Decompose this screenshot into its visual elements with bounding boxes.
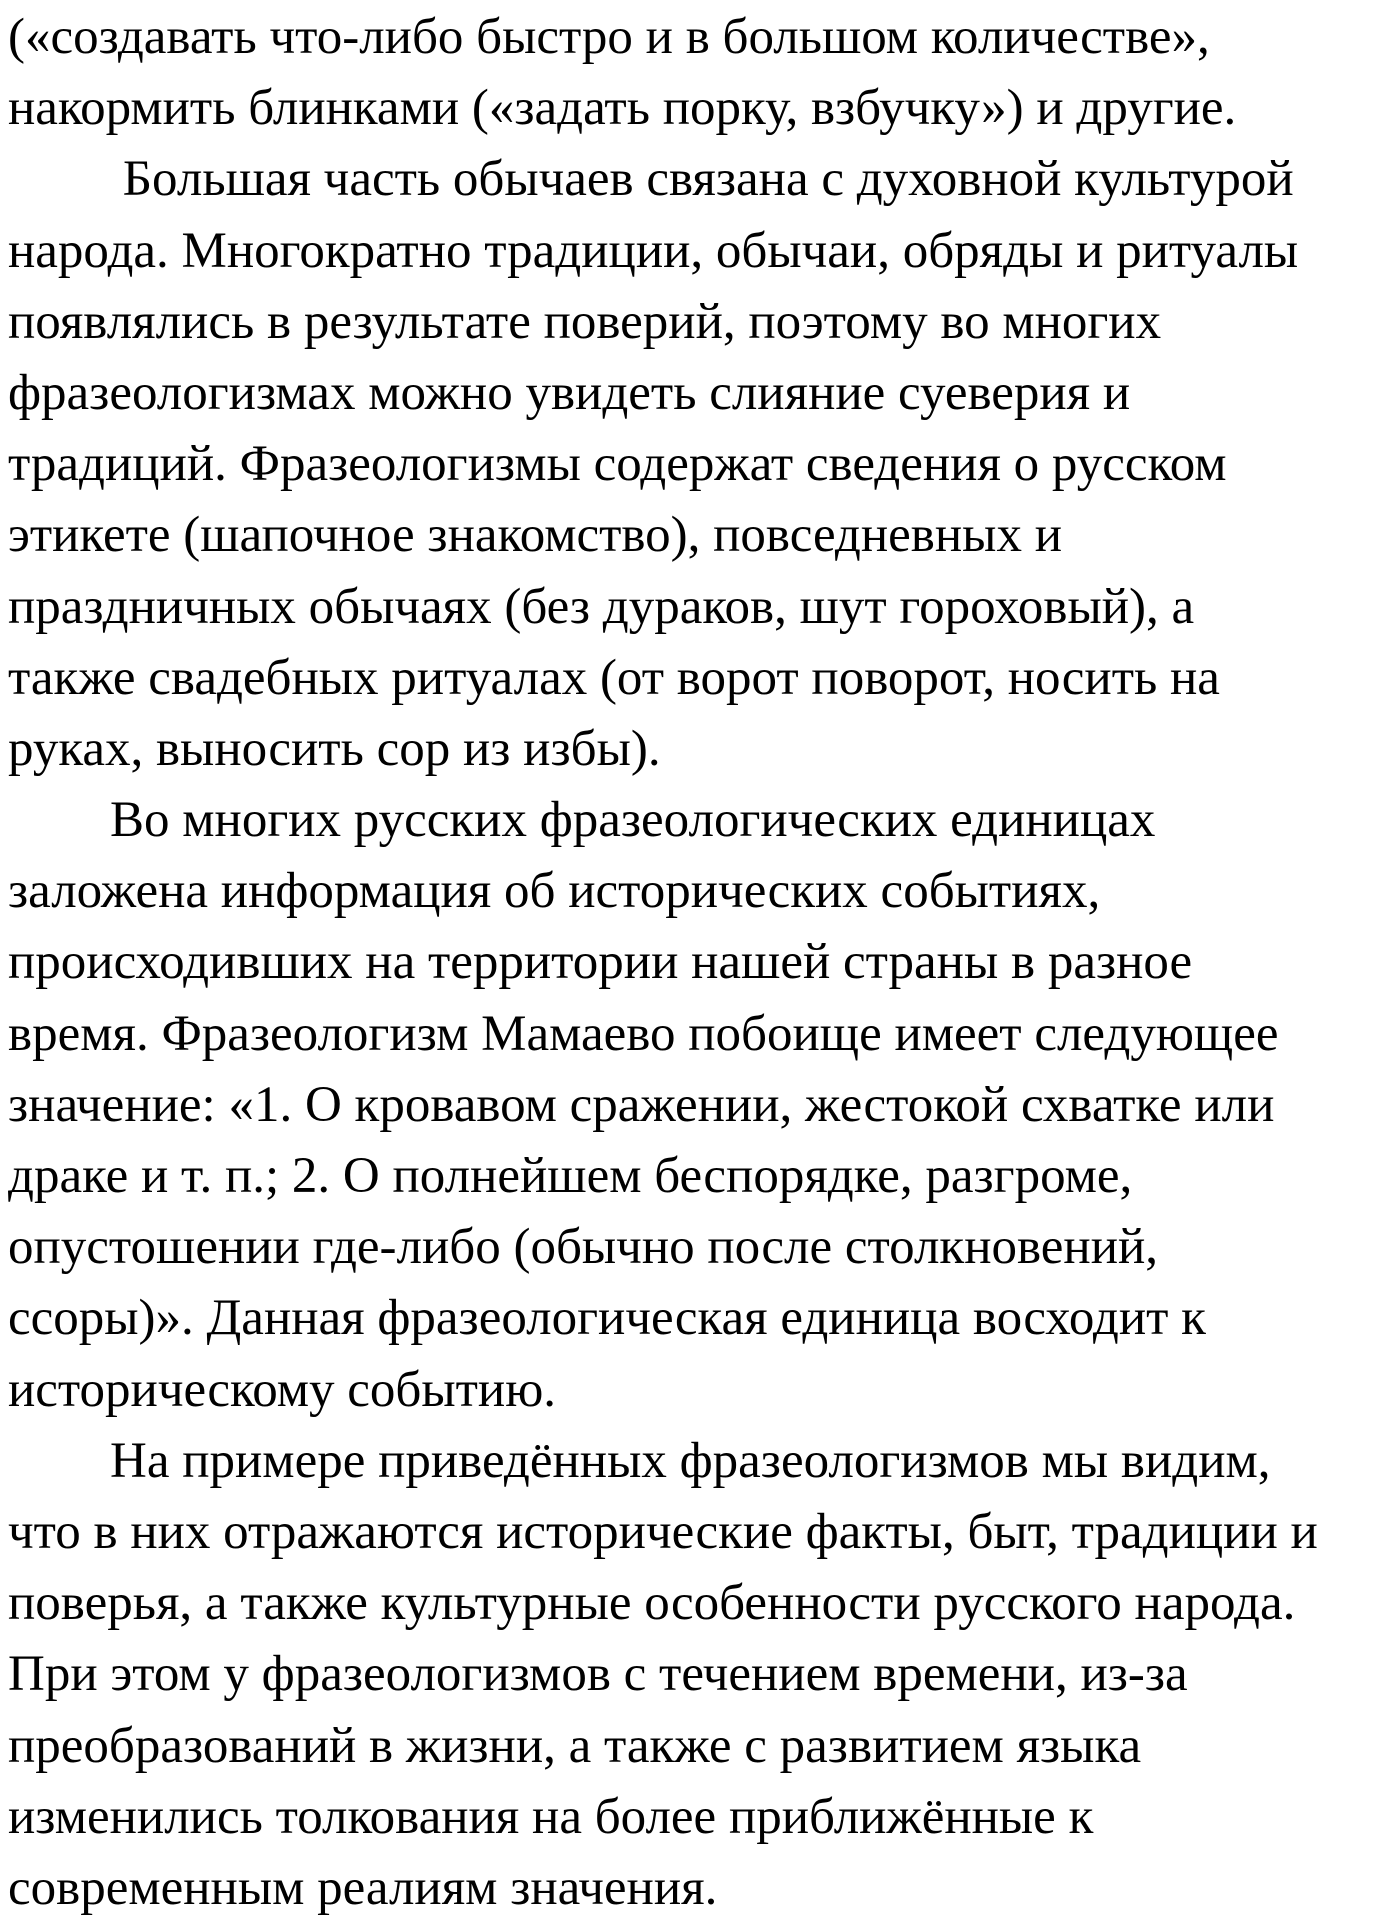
text-line: заложена информация об исторических событиях, (8, 863, 1101, 920)
text-line: поверья, а также культурные особенности русского народа. (8, 1575, 1296, 1632)
text-line: («создавать что-либо быстро и в большом количестве», (8, 9, 1210, 65)
text-line: руках, выносить сор из избы). (8, 720, 661, 777)
text-line: происходивших на территории нашей страны в разное (8, 934, 1193, 991)
text-line: традиций. Фразеологизмы содержат сведения о русском (8, 436, 1227, 493)
text-line: также свадебных ритуалах (от ворот поворот, носить на (8, 649, 1220, 706)
text-line: народа. Многократно традиции, обычаи, обряды и ритуалы (8, 222, 1299, 279)
text-line: значение: «1. О кровавом сражении, жестокой схватке или (8, 1076, 1275, 1133)
text-line: накормить блинками («задать порку, взбучку») и другие. (8, 80, 1237, 137)
paragraph-start-line: Большая часть обычаев связана с духовной культурой (8, 151, 1294, 208)
text-line: фразеологизмах можно увидеть слияние суеверия и (8, 364, 1131, 421)
text-line: опустошении где-либо (обычно после столкновений, (8, 1219, 1159, 1276)
text-line: драке и т. п.; 2. О полнейшем беспорядке, разгроме, (8, 1148, 1133, 1204)
paragraph-start-line: Во многих русских фразеологических единицах (8, 792, 1156, 849)
paragraph-start-line: На примере приведённых фразеологизмов мы видим, (8, 1432, 1271, 1489)
text-line: появлялись в результате поверий, поэтому во многих (8, 293, 1162, 350)
text-line: праздничных обычаях (без дураков, шут гороховый), а (8, 578, 1195, 635)
text-line: ссоры)». Данная фразеологическая единица восходит к (8, 1290, 1206, 1347)
text-line: современным реалиям значения. (8, 1859, 718, 1916)
text-line: что в них отражаются исторические факты, быт, традиции и (8, 1503, 1318, 1560)
document-text (8, 2, 1398, 1924)
text-line: изменились толкования на более приближённые к (8, 1788, 1094, 1845)
text-line: При этом у фразеологизмов с течением времени, из-за (8, 1646, 1188, 1703)
text-line: историческому событию. (8, 1361, 557, 1418)
text-line: этикете (шапочное знакомство), повседневных и (8, 507, 1062, 564)
text-line: время. Фразеологизм Мамаево побоище имеет следующее (8, 1005, 1279, 1062)
text-line: преобразований в жизни, а также с развитием языка (8, 1717, 1142, 1774)
